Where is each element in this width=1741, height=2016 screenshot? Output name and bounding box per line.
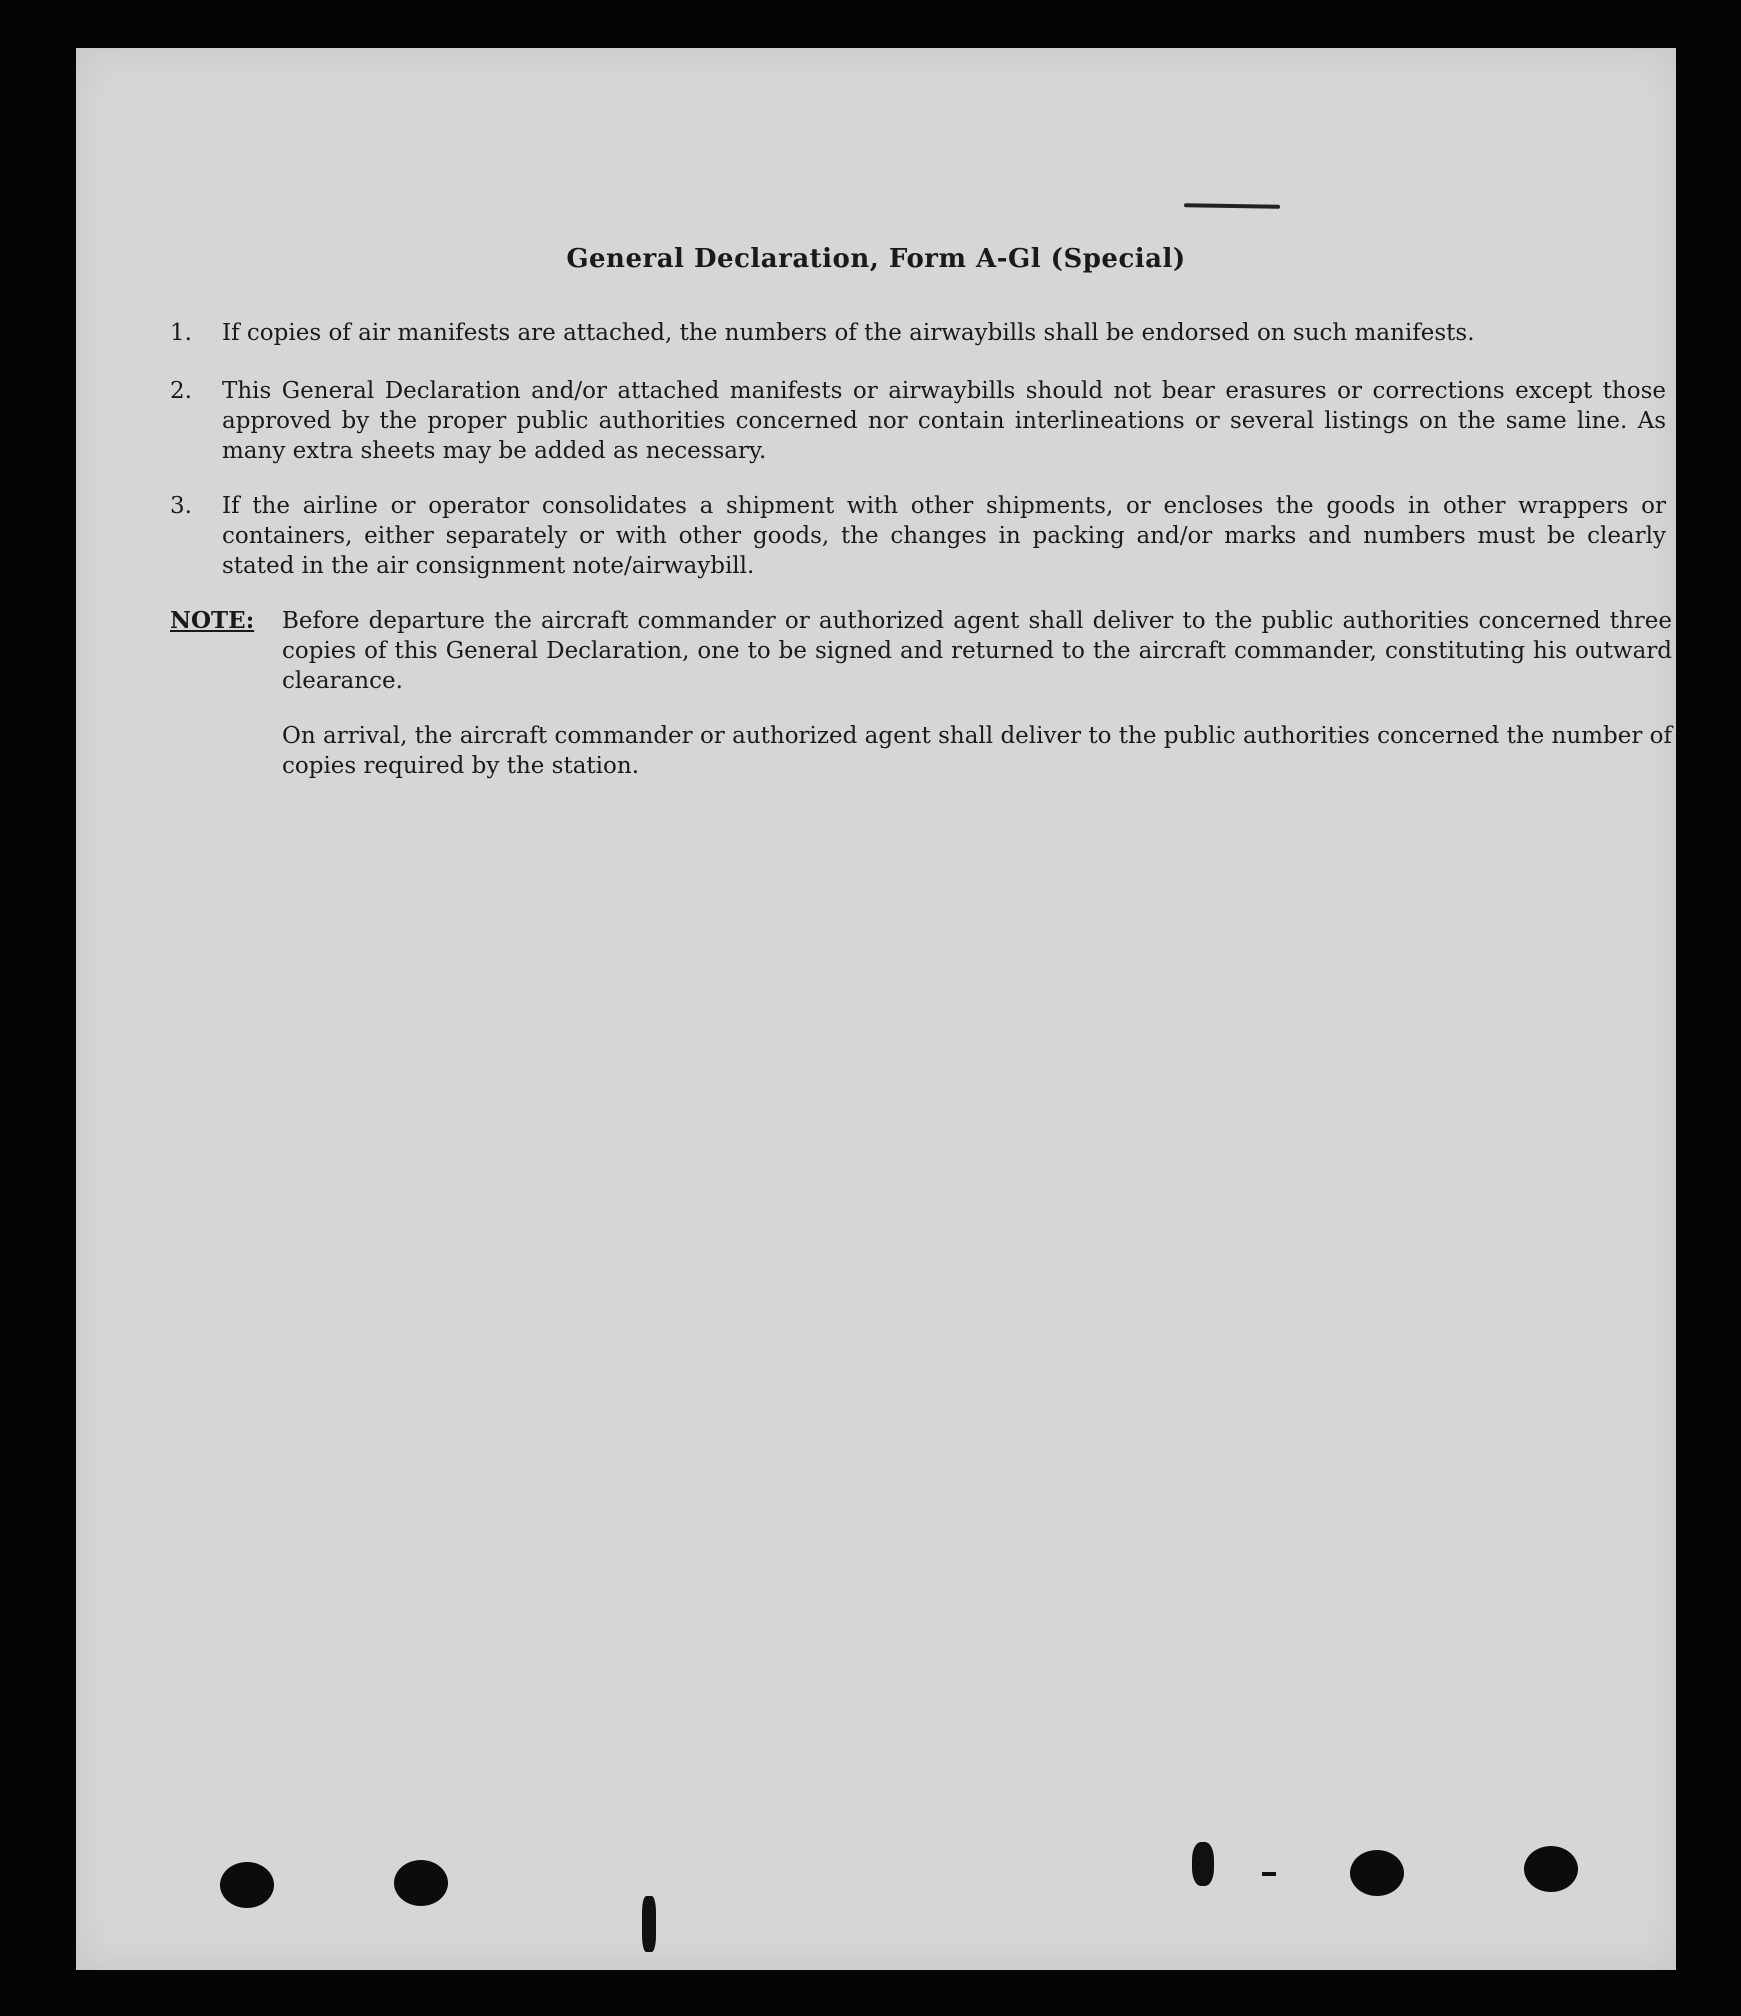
item-text: If copies of air manifests are attached, the numbers of the airwaybills shall be endorsed on such manifests. xyxy=(222,320,1475,346)
punch-hole xyxy=(394,1860,448,1906)
document-page xyxy=(76,48,1676,1970)
note-paragraph: On arrival, the aircraft commander or authorized agent shall deliver to the public authorities concerned the number of copies required by the station. xyxy=(282,723,1672,779)
item-text: This General Declaration and/or attached manifests or airwaybills should not bear erasures or corrections except those approved by the proper public authorities concerned nor contain interlineations or several listings on the same line. As many extra sheets may be added as necessary. xyxy=(222,378,1666,464)
punch-hole xyxy=(220,1862,274,1908)
ink-mark xyxy=(1192,1842,1214,1886)
punch-hole xyxy=(1524,1846,1578,1892)
note-paragraph: Before departure the aircraft commander or authorized agent shall deliver to the public authorities concerned three copies of this General Declaration, one to be signed and returned to the aircraft commander, constituting his outward clearance. xyxy=(282,608,1672,694)
item-number: 3. xyxy=(170,493,192,519)
header-dash xyxy=(1184,203,1280,209)
note-label: NOTE: xyxy=(170,607,255,634)
ink-mark xyxy=(1262,1872,1276,1876)
document-title: General Declaration, Form A-Gl (Special) xyxy=(566,244,1186,274)
ink-mark xyxy=(642,1896,656,1952)
list-item xyxy=(170,491,1678,583)
item-number: 2. xyxy=(170,378,192,404)
list-item xyxy=(170,376,1678,468)
item-number: 1. xyxy=(170,320,192,346)
item-text: If the airline or operator consolidates a shipment with other shipments, or encloses the goods in other wrappers or containers, either separately or with other goods, the changes in packing and/or marks and numbers must be clearly stated in the air consignment note/airwaybill. xyxy=(222,493,1666,579)
punch-hole xyxy=(1350,1850,1404,1896)
list-item xyxy=(170,318,1678,350)
